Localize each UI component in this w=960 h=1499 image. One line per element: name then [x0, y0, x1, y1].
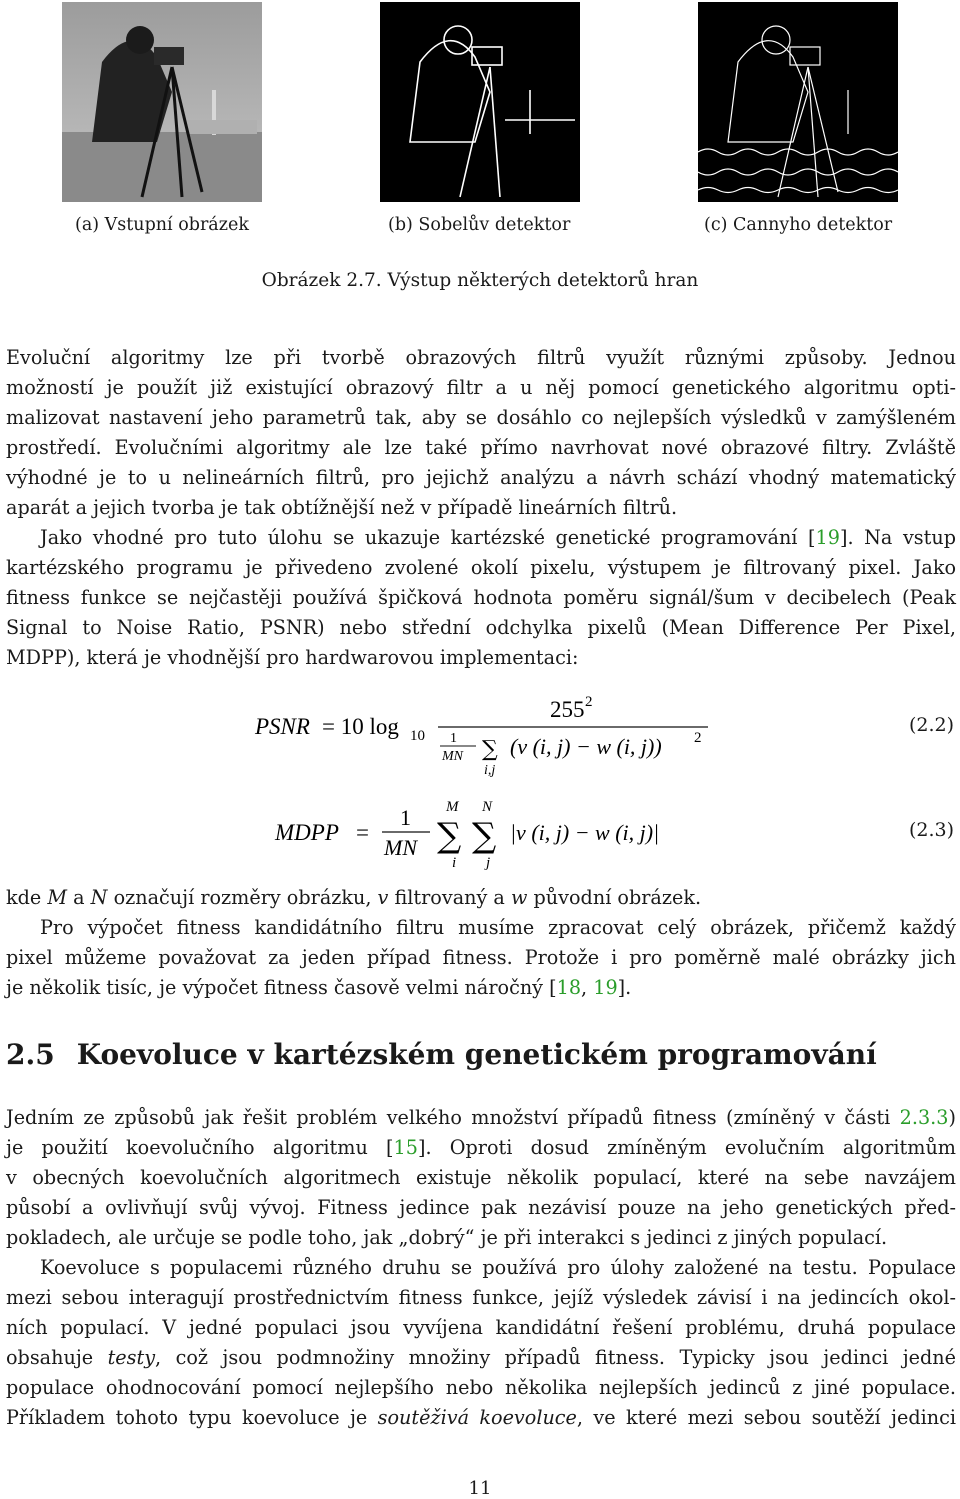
text-line: kde M a N označují rozměry obrázku, v filtrovaný a w původní obrázek.: [6, 886, 702, 909]
subcaption-a: (a) Vstupní obrázek: [75, 215, 249, 235]
psnr-numerator: 255: [550, 697, 585, 722]
equation-mdpp: [0, 795, 960, 875]
text-line: fitness funkce se nejčastěji používá špičková hodnota poměru signál/šum v decibelech (Peak: [6, 586, 956, 609]
mdpp-sum2: ∑: [472, 816, 497, 856]
section-heading: [6, 1038, 877, 1071]
citation-link[interactable]: 18: [556, 976, 582, 999]
citation-link[interactable]: 19: [815, 526, 840, 549]
psnr-num-exp: 2: [585, 694, 593, 710]
psnr-den-exp: 2: [694, 730, 702, 746]
mdpp-sum1: ∑: [437, 816, 462, 856]
paragraph-cgp: [6, 523, 956, 673]
section-link[interactable]: 2.3.3: [899, 1106, 949, 1129]
equation-number: (2.3): [908, 819, 954, 841]
mdpp-lhs: MDPP: [275, 820, 339, 845]
text-line: Příkladem tohoto typu koevoluce je soutěživá koevoluce, ve které mezi sebou soutěží jedinci: [6, 1406, 956, 1429]
text-line: malizovat nastavení jeho parametrů tak, aby se dosáhlo co nejlepších výsledků v zamýšleném: [6, 406, 956, 429]
text-line: Evoluční algoritmy lze při tvorbě obrazových filtrů využít různými způsoby. Jednou: [6, 346, 956, 369]
mdpp-sum1-bot: i: [452, 855, 457, 871]
psnr-inner-den: MN: [442, 749, 463, 764]
mdpp-frac-den: MN: [384, 835, 417, 860]
figure-caption: Obrázek 2.7. Výstup některých detektorů hran: [261, 270, 699, 291]
text-line: je několik tisíc, je výpočet fitness časově velmi náročný [18, 19].: [6, 976, 632, 999]
psnr-sum: ∑: [482, 737, 498, 762]
mdpp-frac-num: 1: [400, 805, 411, 830]
text-line: působí a ovlivňují svůj vývoj. Fitness jedince pak nezávisí pouze na jeho genetických před-: [6, 1196, 956, 1219]
text-line: pixel můžeme považovat za jeden případ fitness. Protože i pro poměrně malé obrázky jich: [6, 946, 956, 969]
subcaption-b: (b) Sobelův detektor: [388, 215, 571, 235]
psnr-sum-sub: i,j: [484, 763, 496, 778]
text-line: výhodné je to u nelineárních filtrů, pro jejichž analýzu a návrh schází vhodný matematický: [6, 466, 956, 489]
text-line: pokladech, ale určuje se podle toho, jak „dobrý“ je při interakci s jedinci z jiných populací.: [6, 1226, 888, 1249]
psnr-log-base: 10: [410, 728, 425, 744]
mdpp-sum1-top: M: [446, 799, 459, 815]
text-line: ních populací. V jedné populaci jsou vyvíjena kandidátní řešení problému, druhá populace: [6, 1316, 956, 1339]
text-line: je použití koevolučního algoritmu [15]. Oproti dosud zmíněným evolučním algoritmům: [6, 1136, 956, 1159]
text-line: aparát a jejich tvorba je tak obtížnější než v případě lineárních filtrů.: [6, 496, 678, 519]
psnr-lhs: PSNR: [255, 714, 310, 739]
text-line: MDPP), která je vhodnější pro hardwarovou implementaci:: [6, 646, 579, 669]
mdpp-expr: |v (i, j) − w (i, j)|: [510, 820, 660, 845]
text-line: možností je použít již existující obrazový filtr a u něj pomocí genetického algoritmu opti-: [6, 376, 956, 399]
psnr-eq: = 10 log: [322, 714, 399, 739]
figure-canny-image: [698, 2, 898, 202]
text-line: Pro výpočet fitness kandidátního filtru musíme zpracovat celý obrázek, přičemž každý: [40, 916, 956, 939]
psnr-denominator: (v (i, j) − w (i, j)): [510, 734, 662, 759]
citation-link[interactable]: 15: [393, 1136, 418, 1159]
text-line: Koevoluce s populacemi různého druhu se používá pro úlohy založené na testu. Populace: [40, 1256, 956, 1279]
section-number: 2.5: [6, 1038, 55, 1071]
paragraph-competitive: [6, 1253, 956, 1433]
text-line: mezi sebou interagují prostřednictvím fitness funkce, jejíž výsledek závisí i na jedincích okol-: [6, 1286, 956, 1309]
text-line: kartézského programu je přivedeno zvolené okolí pixelu, výstupem je filtrovaný pixel. Jako: [6, 556, 956, 579]
paragraph-evolution: [6, 343, 956, 523]
text-line: Jedním ze způsobů jak řešit problém velkého množství případů fitness (zmíněný v části 2.3.3): [6, 1106, 956, 1129]
text-line: obsahuje testy, což jsou podmnožiny množiny případů fitness. Typicky jsou jedinci jedné: [6, 1346, 956, 1369]
figure-sobel-image: [380, 2, 580, 202]
text-line: Signal to Noise Ratio, PSNR) nebo střední odchylka pixelů (Mean Difference Per Pixel,: [6, 616, 956, 639]
text-line: Jako vhodné pro tuto úlohu se ukazuje kartézské genetické programování [19]. Na vstup: [40, 526, 956, 549]
paragraph-fitness: [6, 883, 956, 1003]
paragraph-coevolution: [6, 1103, 956, 1253]
psnr-inner-num: 1: [450, 731, 457, 746]
page-number: 11: [468, 1478, 492, 1499]
text-line: populace ohodnocování pomocí nejlepšího nebo několika nejlepších jedinců z jiné populace.: [6, 1376, 956, 1399]
equation-number: (2.2): [908, 714, 954, 736]
mdpp-sum2-bot: j: [486, 855, 491, 871]
text-line: prostředí. Evolučními algoritmy ale lze také přímo navrhovat nové obrazové filtry. Zvláště: [6, 436, 956, 459]
citation-link[interactable]: 19: [593, 976, 618, 999]
text-line: v obecných koevolučních algoritmech existuje několik populací, které na sebe navzájem: [6, 1166, 956, 1189]
equation-psnr: [0, 692, 960, 782]
mdpp-sum2-top: N: [482, 799, 493, 815]
subcaption-c: (c) Cannyho detektor: [704, 215, 893, 235]
section-title: Koevoluce v kartézském genetickém programování: [76, 1038, 877, 1071]
mdpp-eq: =: [356, 820, 369, 845]
figure-input-image: [62, 2, 262, 202]
